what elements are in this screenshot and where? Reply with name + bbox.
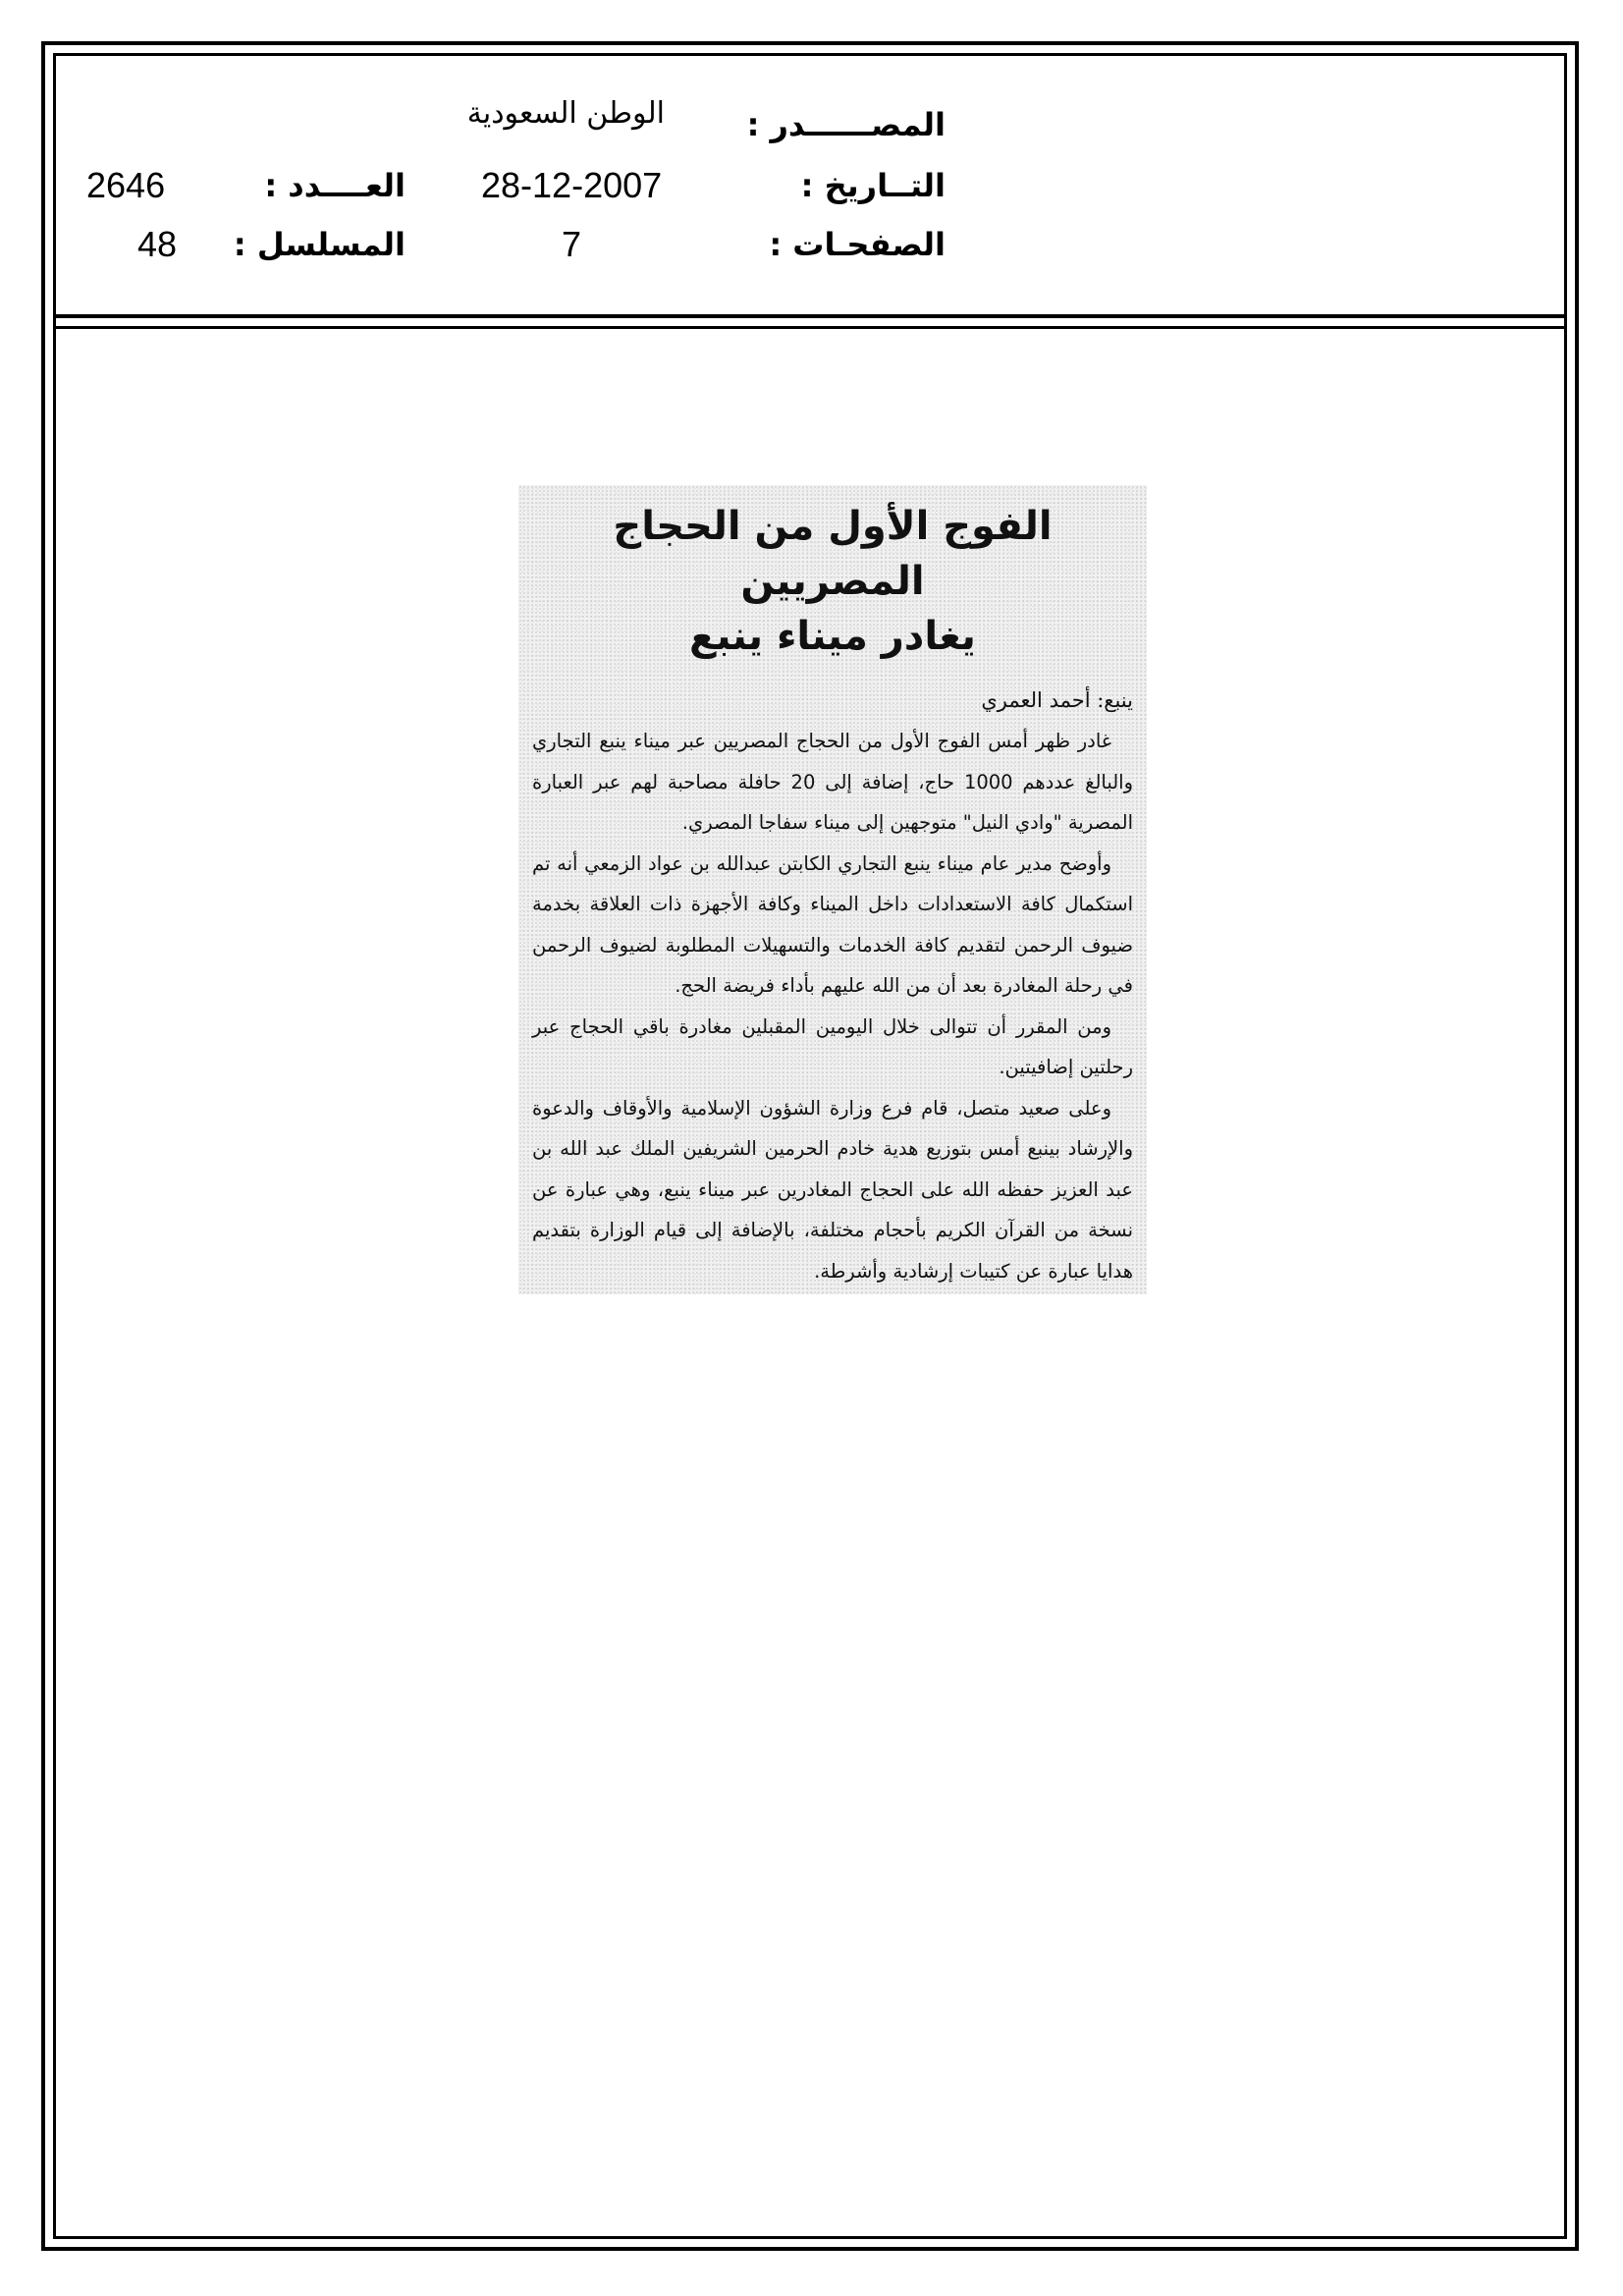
article-byline: ينبع: أحمد العمري [981,688,1133,712]
newspaper-clipping [518,485,1147,1294]
serial-value: 48 [137,224,178,264]
issue-value: 2646 [86,165,166,205]
article-paragraph: ومن المقرر أن تتوالى خلال اليومين المقبلين مغادرة باقي الحجاج عبر رحلتين إضافيتين. [532,1014,1133,1078]
header-divider [53,314,1567,318]
source-label: المصــــــدر : [746,106,946,143]
article-body [532,721,1133,1291]
issue-label: العــــدد : [264,167,406,204]
date-value: 28-12-2007 [481,165,663,205]
pages-value: 7 [562,224,582,264]
header-divider-inner [53,326,1567,329]
article-paragraph: وعلى صعيد متصل، قام فرع وزارة الشؤون الإسلامية والأوقاف والدعوة والإرشاد بينبع أمس بتوزيع هدية خادم الحرمين الشريفين الملك عبد الله بن عبد العزيز حفظه الله على الحجاج المغادرين عبر ميناء ينبع، وهي عبارة عن نسخة من القرآن الكريم بأحجام مختلفة، بالإضافة إلى قيام الوزارة بتقديم هدايا عبارة عن كتيبات إرشادية وأشرطة. [532,1096,1133,1283]
headline-line-1: الفوج الأول من الحجاج المصريين [613,504,1053,604]
source-value: الوطن السعودية [466,96,665,131]
article-paragraph: وأوضح مدير عام ميناء ينبع التجاري الكابتن عبدالله بن عواد الزمعي أنه تم استكمال كافة الاستعدادات داخل الميناء وكافة الأجهزة ذات العلاقة بخدمة ضيوف الرحمن لتقديم كافة الخدمات والتسهيلات المطلوبة لضيوف الرحمن في رحلة المغادرة بعد أن من الله عليهم بأداء فريضة الحج. [532,851,1133,997]
date-label: التــاريخ : [800,167,946,204]
pages-label: الصفحـات : [769,226,946,263]
serial-label: المسلسل : [233,226,406,263]
headline-line-2: يغادر ميناء ينبع [689,614,976,659]
article-paragraph: غادر ظهر أمس الفوج الأول من الحجاج المصريين عبر ميناء ينبع التجاري والبالغ عددهم 1000 حاج، إضافة إلى 20 حافلة مصاحبة لهم عبر العبارة المصرية "وادي النيل" متوجهين إلى ميناء سفاجا المصري. [532,730,1133,834]
article-headline [532,499,1133,664]
